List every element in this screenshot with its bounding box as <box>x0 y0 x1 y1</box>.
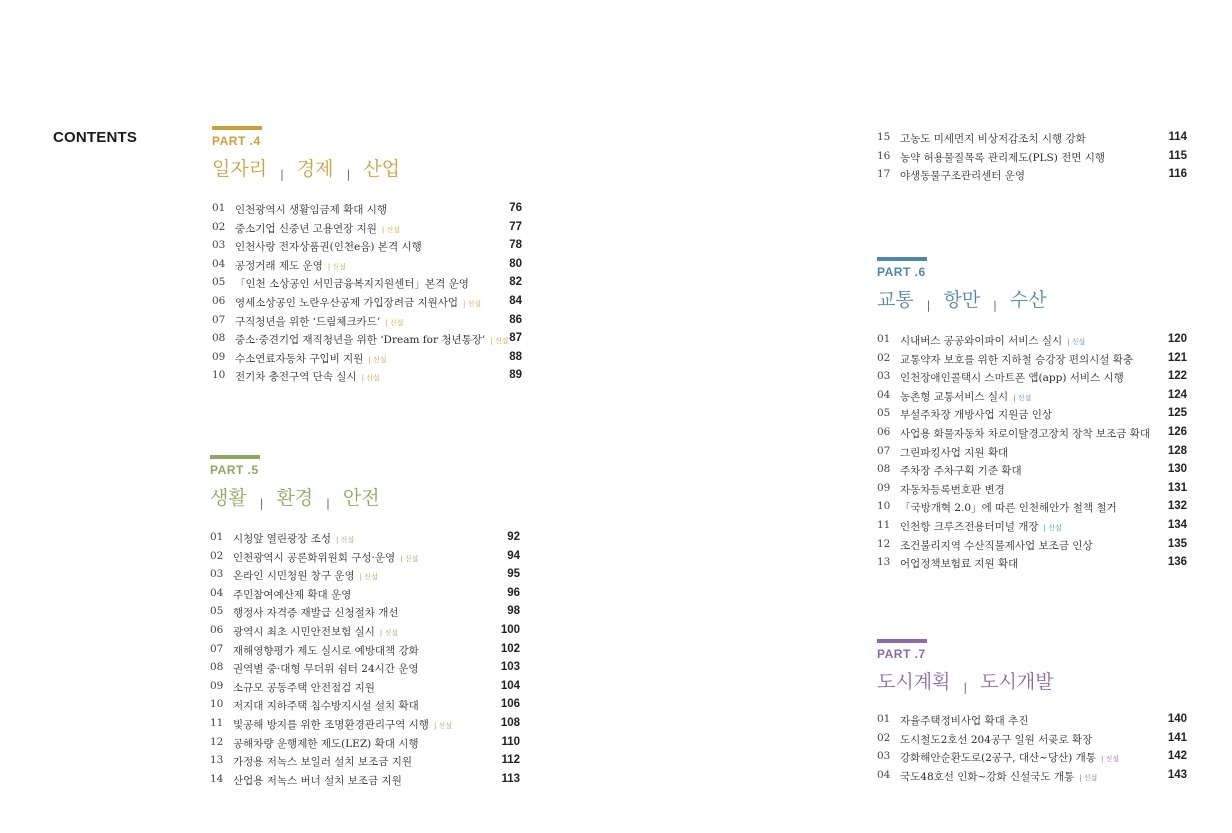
entry-number: 05 <box>210 605 224 618</box>
toc-entry[interactable] <box>877 148 1187 167</box>
entry-title-text: 농촌형 교통서비스 실시 <box>900 390 1009 403</box>
title-word: 교통 <box>877 289 914 311</box>
entry-title <box>900 713 1028 728</box>
entry-number: 12 <box>877 537 891 550</box>
toc-entry[interactable] <box>877 498 1187 517</box>
entry-title <box>235 332 508 347</box>
new-badge: | 신설 <box>463 299 482 308</box>
entry-page-number: 106 <box>500 698 520 711</box>
toc-entry[interactable] <box>212 237 522 256</box>
entry-page-number: 121 <box>1167 351 1187 364</box>
entry-title <box>235 221 400 236</box>
title-separator: | <box>259 497 264 510</box>
new-badge: | 신설 <box>335 536 355 544</box>
entry-title <box>900 426 1150 441</box>
part-6-title <box>877 285 1187 315</box>
entry-title-text: 농약 허용물질목록 관리제도(PLS) 전면 시행 <box>900 151 1106 164</box>
entry-title <box>900 482 1005 497</box>
entry-title-text: 전기차 충전구역 단속 실시 <box>235 371 357 384</box>
toc-entry[interactable] <box>877 517 1187 536</box>
entry-number: 03 <box>877 750 891 763</box>
toc-entry[interactable] <box>210 548 520 567</box>
entry-title <box>233 736 418 751</box>
entry-title-text: 시내버스 공공와이파이 서비스 실시 <box>900 335 1063 347</box>
entry-page-number: 94 <box>507 549 520 562</box>
entry-title-text: 공해차량 운행제한 제도(LEZ) 확대 시행 <box>233 737 419 750</box>
entry-page-number: 126 <box>1167 425 1187 438</box>
new-badge: | 신설 <box>361 374 380 383</box>
entry-title-text: 국도48호선 인화~강화 신설국도 개통 <box>900 770 1075 783</box>
entry-number: 12 <box>210 735 224 748</box>
title-word: 산업 <box>363 158 400 180</box>
entry-number: 02 <box>877 351 891 364</box>
new-badge: | 신설 <box>1013 393 1032 402</box>
entry-title <box>233 773 402 788</box>
new-badge: | 신설 <box>1043 523 1062 532</box>
entry-number: 03 <box>212 239 226 252</box>
entry-number: 10 <box>877 500 891 513</box>
entry-title-text: 재해영향평가 제도 실시로 예방대책 강화 <box>233 644 419 657</box>
entry-title-text: 강화해안순환도로(2공구, 대산~당산) 개통 <box>900 752 1096 765</box>
toc-entry[interactable] <box>212 367 522 386</box>
entry-title-text: 인천장애인콜택시 스마트폰 앱(app) 서비스 시행 <box>900 372 1124 385</box>
toc-entry[interactable] <box>877 748 1187 767</box>
entry-title <box>235 314 403 329</box>
entry-number: 11 <box>210 716 224 729</box>
entry-title-text: 조건불리지역 수산직불제사업 보조금 인상 <box>900 539 1093 552</box>
entry-number: 08 <box>212 332 226 345</box>
entry-title-text: 중소·중견기업 재직청년을 위한 ‘Dream for 청년통장’ <box>235 334 486 347</box>
part-5-label: PART .5 <box>210 463 259 477</box>
toc-entry[interactable] <box>877 405 1187 424</box>
entry-number: 05 <box>877 407 891 420</box>
entry-title <box>900 500 1117 515</box>
entry-title <box>233 531 354 546</box>
entry-page-number: 96 <box>507 586 520 599</box>
entry-title-text: 어업정책보험료 지원 확대 <box>900 558 1019 571</box>
entry-page-number: 77 <box>509 220 522 233</box>
part-7-title <box>877 667 1187 697</box>
entry-page-number: 142 <box>1167 750 1187 763</box>
part-7-bar <box>877 639 927 643</box>
entry-number: 02 <box>210 549 224 562</box>
entry-title <box>900 352 1133 367</box>
entry-title <box>900 333 1085 348</box>
new-badge: | 신설 <box>1067 338 1086 346</box>
entry-title-text: 고농도 미세먼지 비상저감조치 시행 강화 <box>900 133 1086 145</box>
entry-page-number: 76 <box>509 202 522 214</box>
entry-page-number: 113 <box>501 772 520 785</box>
entry-page-number: 88 <box>509 350 522 363</box>
entry-page-number: 110 <box>501 735 520 748</box>
part-6-label: PART .6 <box>877 265 926 279</box>
entry-title-text: 야생동물구조관리센터 운영 <box>900 170 1026 183</box>
contents-heading: CONTENTS <box>53 129 138 146</box>
entry-page-number: 141 <box>1167 731 1187 744</box>
toc-entry[interactable] <box>877 461 1187 480</box>
entry-page-number: 100 <box>500 623 520 636</box>
entry-number: 14 <box>210 772 224 785</box>
entry-title <box>900 407 1052 422</box>
toc-entry[interactable] <box>212 274 522 293</box>
toc-entry[interactable] <box>210 696 520 715</box>
entry-title-text: 인천항 크루즈전용터미널 개장 <box>900 520 1039 533</box>
toc-entry[interactable] <box>210 734 520 753</box>
entry-number: 02 <box>212 220 226 233</box>
entry-title <box>233 587 351 602</box>
entry-number: 13 <box>877 556 891 569</box>
entry-title-text: 「국방개혁 2.0」에 따른 인천해안가 철책 철거 <box>900 502 1117 515</box>
entry-number: 10 <box>210 698 224 711</box>
entry-number: 02 <box>877 731 891 744</box>
title-word: 경제 <box>296 158 334 180</box>
toc-entry[interactable] <box>210 566 520 585</box>
entry-title <box>235 295 481 310</box>
part-7-items <box>877 711 1187 785</box>
entry-title <box>900 370 1124 385</box>
entry-number: 03 <box>877 370 891 383</box>
entry-title <box>233 605 399 620</box>
entry-page-number: 130 <box>1167 463 1187 476</box>
toc-entry[interactable] <box>877 129 1187 148</box>
entry-title-text: 수소연료자동차 구입비 지원 <box>235 352 364 365</box>
toc-entry[interactable] <box>877 711 1187 730</box>
entry-title-text: 자율주택정비사업 확대 추진 <box>900 715 1029 727</box>
entry-title-text: 광역시 최초 시민안전보험 실시 <box>233 625 375 638</box>
toc-entry[interactable] <box>210 641 520 660</box>
part-5-bar <box>210 455 260 459</box>
entry-title <box>900 538 1093 553</box>
entry-page-number: 102 <box>500 642 520 655</box>
toc-entry[interactable] <box>877 480 1187 499</box>
title-separator: | <box>963 681 968 694</box>
new-badge: | 신설 <box>359 573 378 582</box>
entry-title-text: 빛공해 방지를 위한 조명환경관리구역 시행 <box>233 718 429 731</box>
entry-page-number: 140 <box>1167 713 1187 725</box>
title-word: 항만 <box>943 289 981 311</box>
entry-number: 04 <box>210 586 224 599</box>
entry-page-number: 122 <box>1167 370 1187 383</box>
new-badge: | 신설 <box>490 337 509 346</box>
entry-number: 09 <box>212 350 226 363</box>
toc-entry[interactable] <box>210 529 520 548</box>
entry-title-text: 부설주차장 개방사업 지원금 인상 <box>900 409 1053 422</box>
entry-title-text: 저지대 지하주택 침수방지시설 설치 확대 <box>233 700 419 713</box>
entry-page-number: 125 <box>1167 407 1187 420</box>
entry-title <box>900 150 1105 165</box>
entry-title <box>900 732 1092 747</box>
toc-entry[interactable] <box>212 293 522 312</box>
entry-number: 09 <box>877 481 891 494</box>
entry-title <box>235 276 469 291</box>
title-separator: | <box>280 168 284 181</box>
toc-entry[interactable] <box>877 387 1187 406</box>
entry-title <box>235 239 422 254</box>
entry-number: 17 <box>877 168 891 181</box>
entry-title <box>233 754 412 769</box>
entry-number: 05 <box>212 276 226 289</box>
new-badge: | 신설 <box>385 318 404 327</box>
entry-title <box>900 519 1062 534</box>
entry-number: 07 <box>210 642 224 655</box>
entry-number: 16 <box>877 149 891 162</box>
entry-title <box>900 131 1086 146</box>
entry-title <box>233 717 452 732</box>
entry-number: 09 <box>210 679 224 692</box>
entry-number: 11 <box>877 518 891 531</box>
toc-entry[interactable] <box>212 330 522 349</box>
entry-page-number: 115 <box>1168 149 1187 162</box>
title-word: 안전 <box>342 487 380 509</box>
entry-number: 03 <box>210 568 224 581</box>
entry-page-number: 95 <box>507 568 520 581</box>
entry-number: 04 <box>877 768 891 781</box>
toc-entry[interactable] <box>877 767 1187 786</box>
toc-entry[interactable] <box>877 424 1187 443</box>
entry-page-number: 116 <box>1168 168 1187 181</box>
entry-page-number: 143 <box>1167 768 1187 781</box>
new-badge: | 신설 <box>368 355 387 364</box>
title-separator: | <box>926 299 931 312</box>
part-7-label: PART .7 <box>877 647 926 661</box>
entry-title-text: 공정거래 제도 운영 <box>235 259 323 272</box>
entry-page-number: 80 <box>509 257 522 270</box>
new-badge: | 신설 <box>400 554 419 563</box>
entry-page-number: 103 <box>500 661 520 674</box>
entry-number: 08 <box>210 661 224 674</box>
toc-entry[interactable] <box>212 219 522 238</box>
entry-title-text: 권역별 중·대형 무더위 쉼터 24시간 운영 <box>233 663 419 676</box>
entry-number: 01 <box>877 713 891 725</box>
entry-title <box>233 643 419 658</box>
entry-title <box>233 661 419 676</box>
part-4-title <box>212 154 522 184</box>
toc-entry[interactable] <box>877 368 1187 387</box>
entry-number: 01 <box>877 333 891 345</box>
part-5-section <box>210 455 520 789</box>
new-badge: | 신설 <box>381 225 400 234</box>
entry-number: 07 <box>212 313 226 326</box>
entry-page-number: 134 <box>1167 518 1187 531</box>
entry-number: 06 <box>212 294 226 307</box>
entry-title <box>233 568 378 583</box>
entry-title-text: 「인천 소상공인 서민금융복지지원센터」본격 운영 <box>235 278 469 291</box>
entry-page-number: 84 <box>509 294 522 307</box>
part-4-bar <box>212 126 262 130</box>
entry-title-text: 도시철도2호선 204공구 일원 서곶로 확장 <box>900 733 1093 746</box>
part-5-items <box>210 529 520 789</box>
part-5-continued-items <box>877 129 1187 185</box>
title-separator: | <box>326 497 330 510</box>
entry-title-text: 시청앞 열린광장 조성 <box>233 533 331 545</box>
entry-page-number: 131 <box>1167 481 1187 494</box>
entry-title <box>235 258 346 273</box>
title-word: 수산 <box>1009 289 1047 311</box>
entry-title <box>235 351 387 366</box>
toc-entry[interactable] <box>212 200 522 219</box>
entry-number: 04 <box>212 257 226 270</box>
title-word: 도시계획 <box>877 671 951 693</box>
toc-entry[interactable] <box>212 349 522 368</box>
entry-title-text: 인천사랑 전자상품권(인천e음) 본격 시행 <box>235 241 422 254</box>
entry-number: 08 <box>877 463 891 476</box>
part-6-items <box>877 331 1187 573</box>
entry-page-number: 128 <box>1167 444 1187 457</box>
new-badge: | 신설 <box>1079 773 1098 782</box>
entry-title-text: 인천광역시 공론화위원회 구성·운영 <box>233 551 396 564</box>
part-6-section <box>877 257 1187 573</box>
toc-entry[interactable] <box>210 752 520 771</box>
toc-entry[interactable] <box>210 585 520 604</box>
entry-number: 01 <box>210 531 224 543</box>
new-badge: | 신설 <box>1100 755 1120 764</box>
part-6-bar <box>877 257 927 261</box>
toc-entry[interactable] <box>877 730 1187 749</box>
entry-number: 06 <box>877 425 891 438</box>
entry-title-text: 영세소상공인 노란우산공제 가입장려금 지원사업 <box>235 296 459 309</box>
entry-page-number: 104 <box>500 679 520 692</box>
part-4-section <box>212 126 522 386</box>
toc-entry[interactable] <box>212 256 522 275</box>
entry-number: 15 <box>877 131 891 143</box>
entry-title-text: 행정사 자격증 재발급 신청절차 개선 <box>233 607 399 620</box>
entry-page-number: 108 <box>500 716 520 729</box>
entry-title-text: 소규모 공동주택 안전점검 지원 <box>233 681 375 694</box>
entry-title-text: 교통약자 보호를 위한 지하철 승강장 편의시설 확충 <box>900 353 1134 366</box>
title-word: 도시개발 <box>980 671 1054 693</box>
entry-page-number: 89 <box>509 369 522 382</box>
entry-number: 10 <box>212 369 226 382</box>
part-7-section <box>877 639 1187 785</box>
entry-page-number: 124 <box>1167 388 1187 401</box>
title-separator: | <box>346 168 351 181</box>
entry-page-number: 87 <box>509 332 522 345</box>
toc-entry[interactable] <box>877 443 1187 462</box>
toc-entry[interactable] <box>877 536 1187 555</box>
entry-title-text: 구직청년을 위한 ‘드림체크카드’ <box>235 315 381 328</box>
toc-entry[interactable] <box>210 771 520 790</box>
entry-page-number: 82 <box>509 276 522 289</box>
entry-page-number: 132 <box>1167 500 1187 513</box>
entry-title <box>900 445 1008 460</box>
new-badge: | 신설 <box>327 262 346 271</box>
toc-entry[interactable] <box>210 659 520 678</box>
part-4-items <box>212 200 522 386</box>
entry-page-number: 78 <box>509 239 522 252</box>
entry-number: 07 <box>877 444 891 457</box>
entry-page-number: 98 <box>507 605 520 618</box>
toc-entry[interactable] <box>877 166 1187 185</box>
entry-number: 06 <box>210 623 224 636</box>
entry-title <box>900 463 1022 478</box>
title-word: 환경 <box>276 487 314 509</box>
entry-page-number: 114 <box>1168 131 1187 143</box>
entry-title <box>233 680 375 695</box>
new-badge: | 신설 <box>379 628 398 637</box>
entry-page-number: 112 <box>501 754 520 767</box>
entry-title-text: 주민참여예산제 확대 운영 <box>233 588 352 601</box>
entry-number: 01 <box>212 202 226 214</box>
entry-page-number: 86 <box>509 313 522 326</box>
entry-title <box>233 624 398 639</box>
entry-page-number: 136 <box>1167 556 1187 569</box>
entry-title <box>233 698 419 713</box>
title-separator: | <box>993 299 997 312</box>
part-5-title <box>210 483 520 513</box>
toc-entry[interactable] <box>877 554 1187 573</box>
entry-title-text: 그린파킹사업 지원 확대 <box>900 446 1009 459</box>
entry-number: 04 <box>877 388 891 401</box>
entry-title <box>900 556 1018 571</box>
toc-entry[interactable] <box>210 678 520 697</box>
entry-title <box>235 202 387 217</box>
entry-title <box>900 769 1097 784</box>
new-badge: | 신설 <box>433 721 453 730</box>
entry-page-number: 120 <box>1167 333 1187 345</box>
entry-title-text: 인천광역시 생활임금제 확대 시행 <box>235 204 388 216</box>
entry-title <box>900 750 1119 765</box>
entry-title-text: 자동차등록번호판 변경 <box>900 483 1005 496</box>
entry-title <box>900 389 1031 404</box>
part-5-continued <box>877 129 1187 185</box>
toc-entry[interactable] <box>210 603 520 622</box>
part-4-label: PART .4 <box>212 134 261 148</box>
entry-title <box>900 168 1025 183</box>
entry-title-text: 가정용 저녹스 보일러 설치 보조금 지원 <box>233 756 412 769</box>
entry-number: 13 <box>210 754 224 767</box>
entry-page-number: 92 <box>507 531 520 543</box>
toc-entry[interactable] <box>210 715 520 734</box>
entry-title <box>233 550 418 565</box>
entry-title-text: 온라인 시민청원 창구 운영 <box>233 570 355 583</box>
title-word: 생활 <box>210 487 247 509</box>
entry-title-text: 주차장 주차구획 기준 확대 <box>900 465 1022 478</box>
toc-entry[interactable] <box>877 350 1187 369</box>
title-word: 일자리 <box>212 158 268 180</box>
entry-title <box>235 369 380 384</box>
toc-entry[interactable] <box>877 331 1187 350</box>
entry-title-text: 중소기업 신중년 고용연장 지원 <box>235 222 377 235</box>
entry-title-text: 사업용 화물자동차 차로이탈경고장치 장착 보조금 확대 <box>900 427 1150 440</box>
toc-entry[interactable] <box>210 622 520 641</box>
entry-title-text: 산업용 저녹스 버너 설치 보조금 지원 <box>233 774 402 787</box>
toc-entry[interactable] <box>212 312 522 331</box>
entry-page-number: 135 <box>1167 537 1187 550</box>
